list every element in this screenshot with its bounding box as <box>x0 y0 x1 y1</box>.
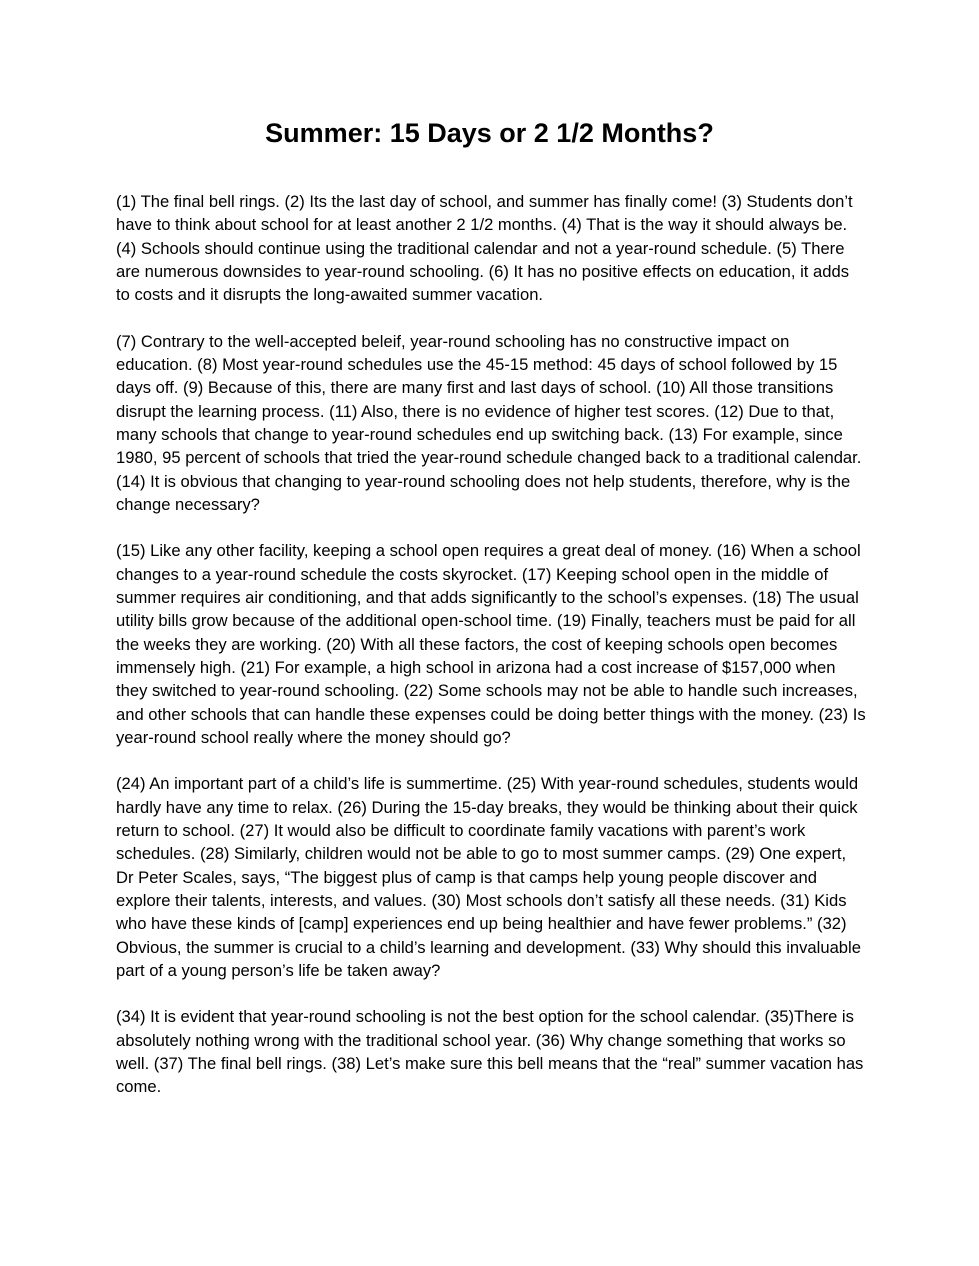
paragraph-conclusion: (34) It is evident that year-round schooling is not the best option for the school calendar. (35)There is absolutely nothing wrong with the traditional school year. (36) Why change something that works so well. (37) The final bell rings. (38) Let’s make sure this bell means that the “real” summer vacation has come. <box>116 1007 864 1097</box>
document-title: Summer: 15 Days or 2 1/2 Months? <box>265 118 714 148</box>
paragraph-costs: (15) Like any other facility, keeping a school open requires a great deal of money. (16) When a school changes to a year-round schedule the costs skyrocket. (17) Keeping school open in the middle of summer requires air conditioning, and that adds significantly to the school’s expenses. (18) The usual utility bills grow because of the additional open-school time. (19) Finally, teachers must be paid for all the weeks they are working. (20) With all these factors, the cost of keeping schools open becomes immensely high. (21) For example, a high school in arizona had a cost increase of $157,000 when they switched to year-round schooling. (22) Some schools may not be able to handle such increases, and other schools that can handle these expenses could be doing better things with the money. (23) Is year-round school really where the money should go? <box>116 541 866 747</box>
paragraph-education: (7) Contrary to the well-accepted beleif, year-round schooling has no constructive impact on education. (8) Most year-round schedules use the 45-15 method: 45 days of school followed by 15 days off. (9) Because of this, there are many first and last days of school. (10) All those transitions disrupt the learning process. (11) Also, there is no evidence of higher test scores. (12) Due to that, many schools that change to year-round schedules end up switching back. (13) For example, since 1980, 95 percent of schools that tried the year-round schedule changed back to a traditional calendar. (14) It is obvious that changing to year-round schooling does not help students, therefore, why is the change necessary? <box>116 331 862 514</box>
paragraph-intro: (1) The final bell rings. (2) Its the last day of school, and summer has finally come! (3) Students don’t have to think about school for at least another 2 1/2 months. (4) That is the way it should always be. (4) Schools should continue using the traditional calendar and not a year-round schedule. (5) There are numerous downsides to year-round schooling. (6) It has no positive effects on education, it adds to costs and it disrupts the long-awaited summer vacation. <box>116 192 853 305</box>
document-body <box>116 190 866 1122</box>
paragraph-summer-vacation: (24) An important part of a child’s life is summertime. (25) With year-round schedules, students would hardly have any time to relax. (26) During the 15-day breaks, they would be thinking about their quick return to school. (27) It would also be difficult to coordinate family vacations with parent’s work schedules. (28) Similarly, children would not be able to go to most summer camps. (29) One expert, Dr Peter Scales, says, “The biggest plus of camp is that camps help young people discover and explore their talents, interests, and values. (30) Most schools don’t satisfy all these needs. (31) Kids who have these kinds of [camp] experiences end up being healthier and have fewer problems.” (32) Obvious, the summer is crucial to a child’s learning and development. (33) Why should this invaluable part of a young person’s life be taken away? <box>116 774 861 980</box>
